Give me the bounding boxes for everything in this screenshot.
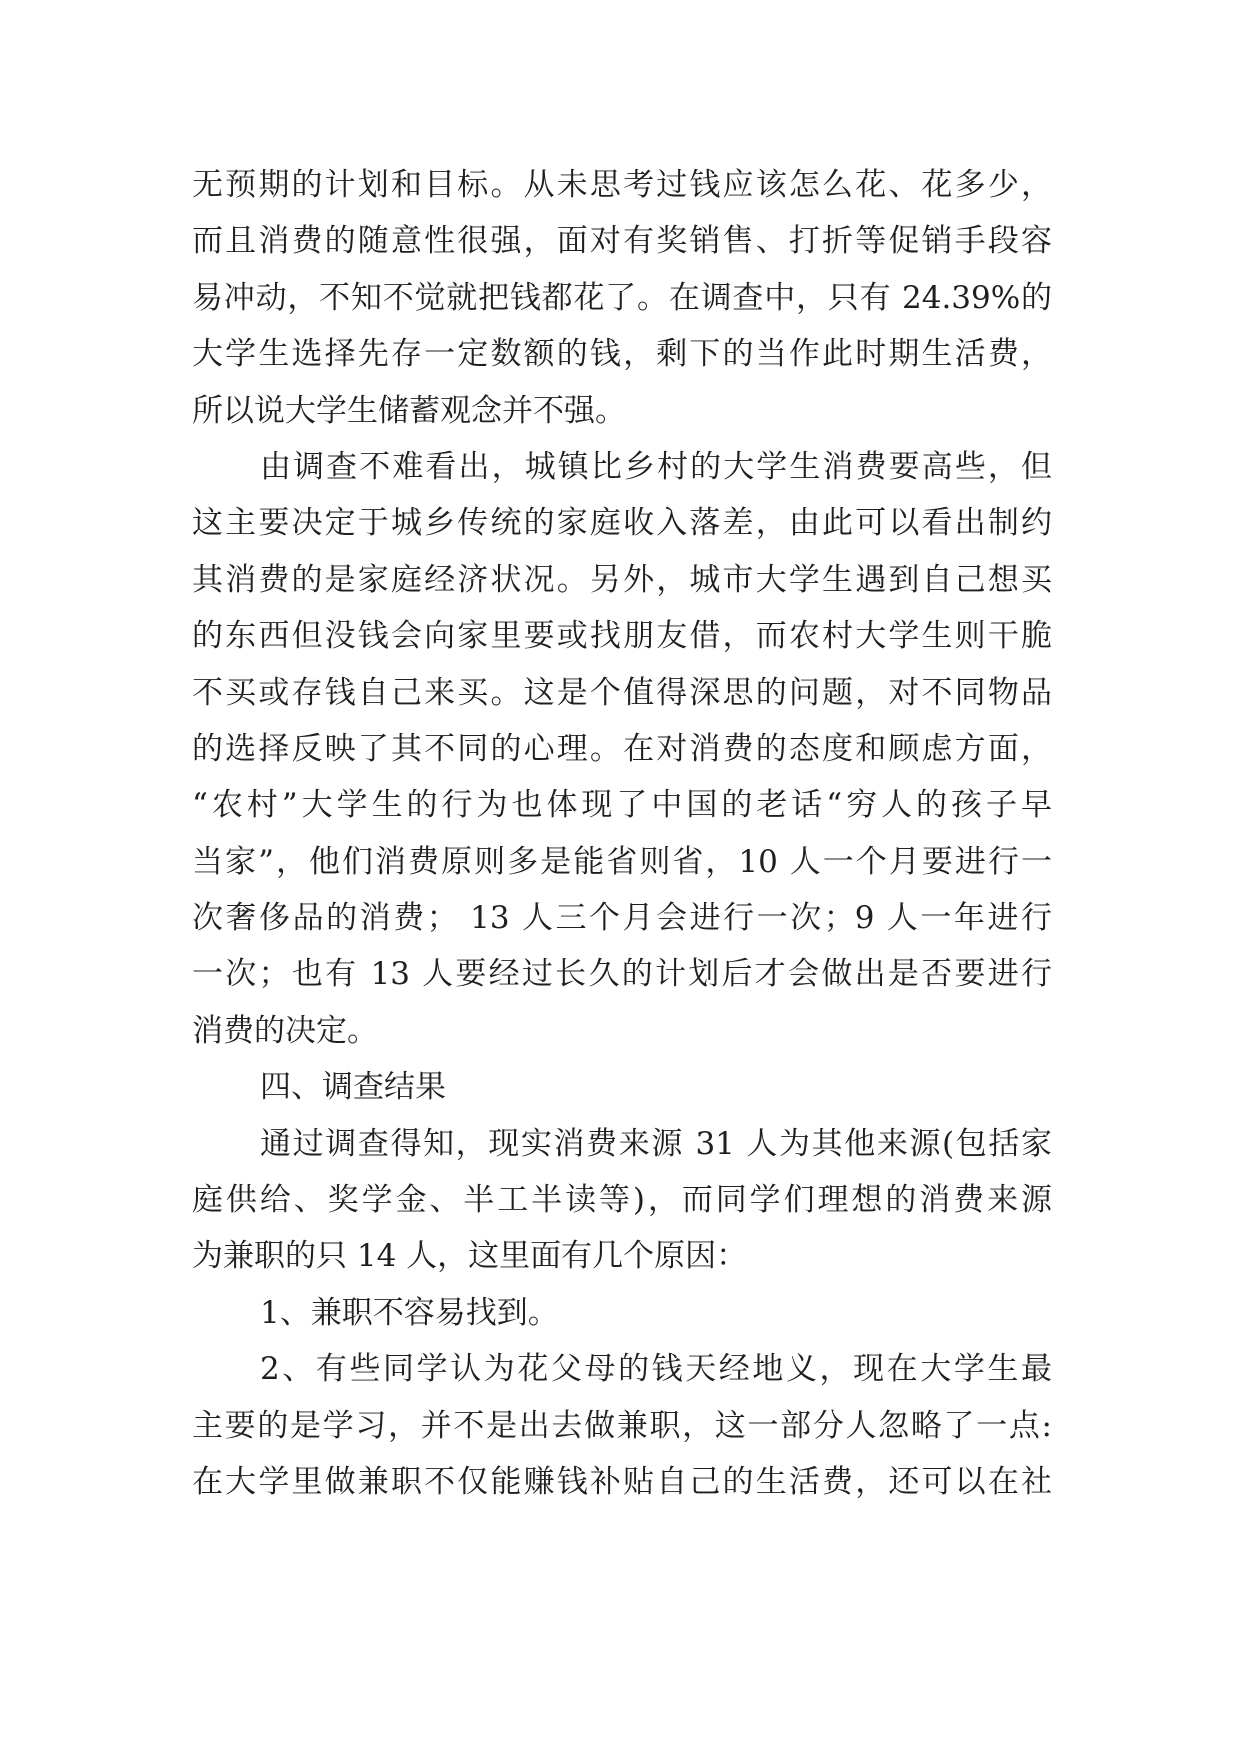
text-line: 一次；也有 13 人要经过长久的计划后才会做出是否要进行 xyxy=(192,956,1052,993)
text-line: 次奢侈品的消费； 13 人三个月会进行一次；9 人一年进行 xyxy=(192,900,1052,937)
text-line: 庭供给、奖学金、半工半读等)，而同学们理想的消费来源 xyxy=(192,1182,1052,1219)
text-line: 其消费的是家庭经济状况。另外，城市大学生遇到自己想买 xyxy=(192,561,1052,598)
text-line: 在大学里做兼职不仅能赚钱补贴自己的生活费，还可以在社 xyxy=(192,1463,1052,1500)
text-line: “农村”大学生的行为也体现了中国的老话“穷人的孩子早 xyxy=(192,787,1052,824)
text-line: 通过调查得知，现实消费来源 31 人为其他来源(包括家 xyxy=(260,1125,1052,1162)
text-line: 1、兼职不容易找到。 xyxy=(260,1294,559,1331)
text-line: 的东西但没钱会向家里要或找朋友借，而农村大学生则干脆 xyxy=(192,618,1052,655)
text-line: 主要的是学习，并不是出去做兼职，这一部分人忽略了一点: xyxy=(192,1407,1052,1444)
text-line: 而且消费的随意性很强，面对有奖销售、打折等促销手段容 xyxy=(192,223,1052,260)
text-line: 为兼职的只 14 人，这里面有几个原因： xyxy=(192,1238,748,1275)
text-line: 消费的决定。 xyxy=(192,1012,378,1049)
text-line: 2、有些同学认为花父母的钱天经地义，现在大学生最 xyxy=(260,1351,1052,1388)
text-line: 当家”，他们消费原则多是能省则省，10 人一个月要进行一 xyxy=(192,843,1052,880)
text-line: 易冲动，不知不觉就把钱都花了。在调查中，只有 24.39%的 xyxy=(192,279,1052,316)
text-line: 的选择反映了其不同的心理。在对消费的态度和顾虑方面， xyxy=(192,730,1052,767)
text-line: 大学生选择先存一定数额的钱，剩下的当作此时期生活费， xyxy=(192,336,1052,373)
text-line: 由调查不难看出，城镇比乡村的大学生消费要高些，但 xyxy=(260,448,1052,485)
text-line: 四、调查结果 xyxy=(260,1069,446,1106)
text-line: 这主要决定于城乡传统的家庭收入落差，由此可以看出制约 xyxy=(192,505,1052,542)
text-line: 无预期的计划和目标。从未思考过钱应该怎么花、花多少， xyxy=(192,167,1052,203)
document-page xyxy=(192,157,1052,1510)
text-line: 不买或存钱自己来买。这是个值得深思的问题，对不同物品 xyxy=(192,674,1052,711)
text-line: 所以说大学生储蓄观念并不强。 xyxy=(192,392,626,429)
